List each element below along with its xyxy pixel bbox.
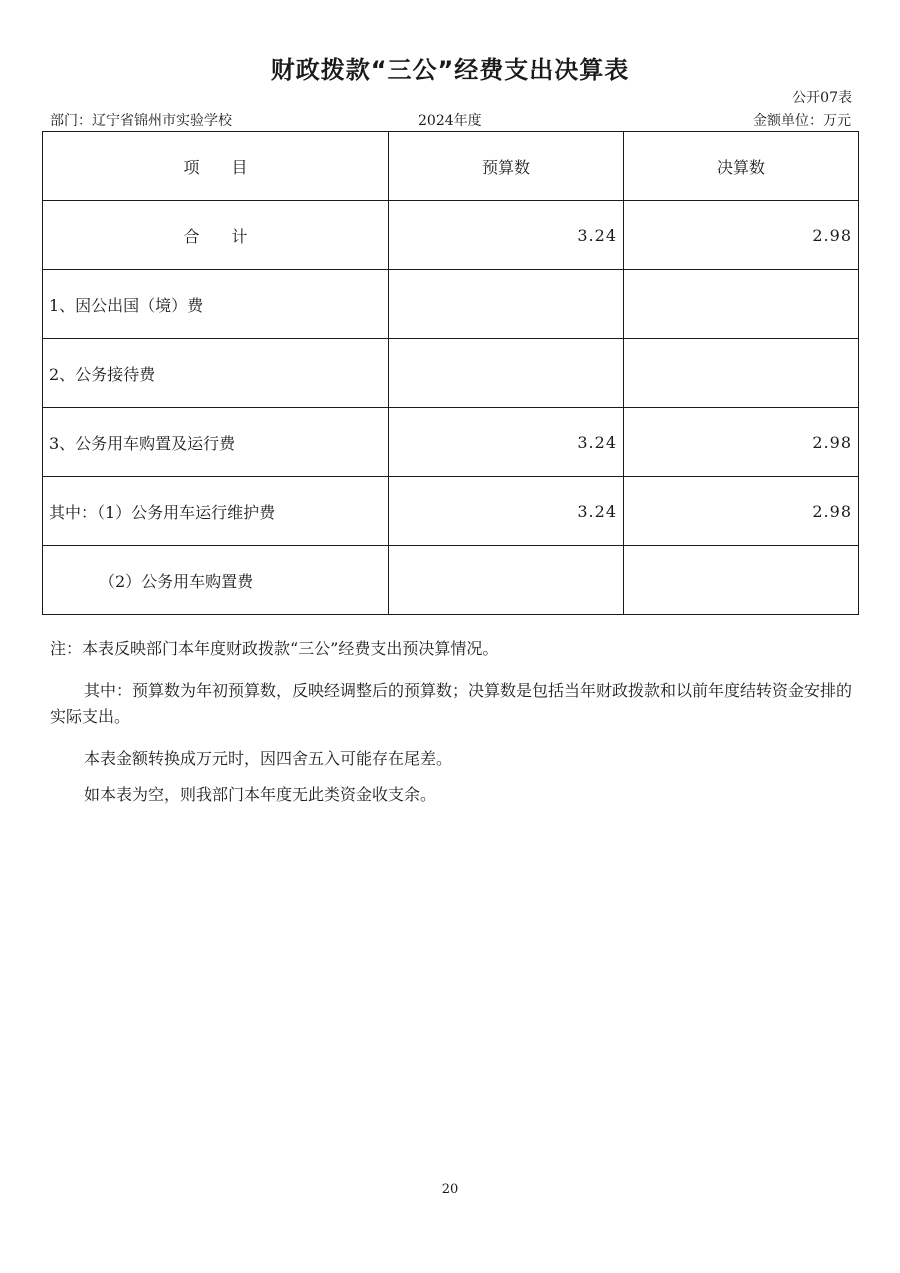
budget-value: [389, 339, 624, 408]
table-row-vehicle: [43, 408, 859, 477]
expenditure-table: [42, 131, 859, 615]
budget-value: 3.24: [389, 408, 624, 477]
note-paragraph: 注：本表反映部门本年度财政拨款“三公”经费支出预决算情况。: [50, 639, 499, 658]
fiscal-year-label: 2024年度: [418, 113, 482, 129]
row-label: 1、因公出国（境）费: [43, 270, 389, 339]
header-item: 项 目: [43, 132, 389, 201]
table-header-row: [43, 132, 859, 201]
table-row-vehicle-operation: [43, 477, 859, 546]
page-number: 20: [441, 1182, 459, 1197]
header-budget: 预算数: [389, 132, 624, 201]
final-value: [624, 270, 859, 339]
form-code: 公开07表: [792, 90, 852, 106]
budget-value: [389, 270, 624, 339]
budget-value: 3.24: [389, 477, 624, 546]
note-paragraph: 其中：预算数为年初预算数，反映经调整后的预算数；决算数是包括当年财政拨款和以前年度结转资金安排的实际支出。: [50, 681, 853, 726]
row-label: 3、公务用车购置及运行费: [43, 408, 389, 477]
table-row-total: [43, 201, 859, 270]
table-row-vehicle-purchase: [43, 546, 859, 615]
budget-value: 3.24: [389, 201, 624, 270]
note-paragraph: 如本表为空，则我部门本年度无此类资金收支余。: [84, 785, 437, 804]
table-row-overseas-travel: [43, 270, 859, 339]
note-paragraph: 本表金额转换成万元时，因四舍五入可能存在尾差。: [84, 749, 453, 768]
final-value: [624, 546, 859, 615]
final-value: [624, 339, 859, 408]
final-value: 2.98: [624, 201, 859, 270]
row-label: （2）公务用车购置费: [43, 546, 389, 615]
row-label: 其中：（1）公务用车运行维护费: [43, 477, 389, 546]
row-label: 2、公务接待费: [43, 339, 389, 408]
report-meta: [50, 110, 851, 130]
report-title: 财政拨款“三公”经费支出决算表: [270, 56, 630, 84]
header-final: 决算数: [624, 132, 859, 201]
final-value: 2.98: [624, 408, 859, 477]
table-row-reception: [43, 339, 859, 408]
final-value: 2.98: [624, 477, 859, 546]
budget-value: [389, 546, 624, 615]
department-label: 部门：辽宁省锦州市实验学校: [50, 113, 232, 129]
notes-section: [50, 636, 852, 808]
amount-unit-label: 金额单位：万元: [753, 113, 851, 129]
row-label: 合 计: [43, 201, 389, 270]
